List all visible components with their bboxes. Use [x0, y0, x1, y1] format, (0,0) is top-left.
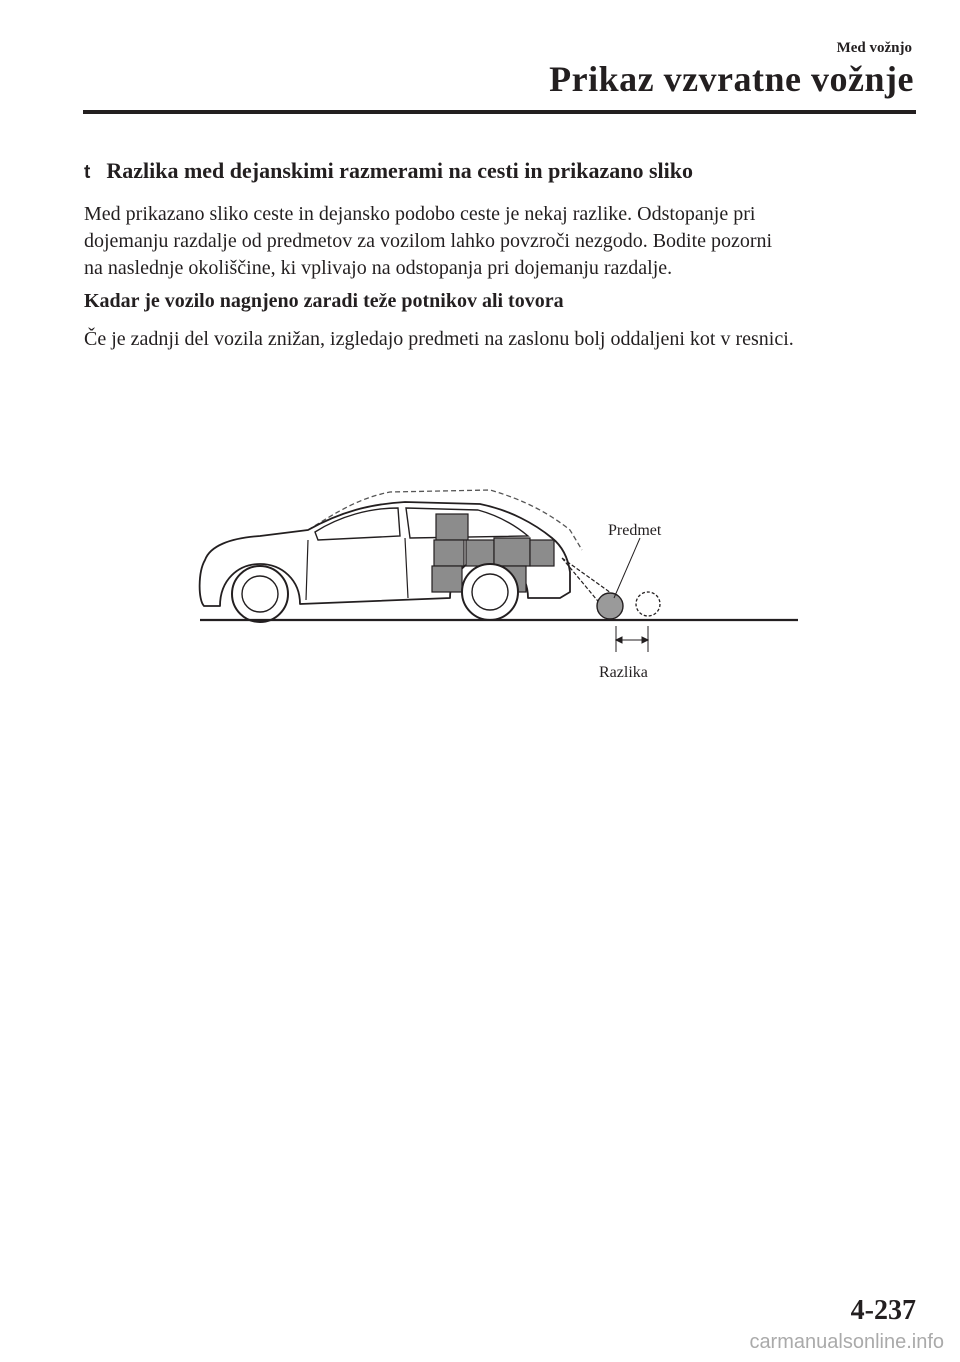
paragraph-line: na naslednje okoliščine, ki vplivajo na odstopanja pri dojemanju razdalje. [84, 257, 673, 279]
difference-label: Razlika [599, 664, 648, 681]
car-tilt-illustration [190, 480, 810, 700]
perceived-object [636, 592, 660, 616]
difference-dimension [616, 626, 648, 652]
watermark: carmanualsonline.info [749, 1331, 944, 1353]
header-rule [83, 110, 916, 114]
condition-paragraph: Če je zadnji del vozila znižan, izgledajo predmeti na zaslonu bolj oddaljeni kot v resnici. [84, 328, 794, 350]
chapter-label: Med vožnjo [836, 40, 912, 56]
paragraph-line: Med prikazano sliko ceste in dejansko podobo ceste je nekaj razlike. Odstopanje pri [84, 203, 756, 225]
condition-heading: Kadar je vozilo nagnjeno zaradi teže potnikov ali tovora [84, 290, 564, 312]
rear-wheel [462, 564, 518, 620]
front-wheel [232, 566, 288, 622]
sub-heading-text: Razlika med dejanskimi razmerami na cesti in prikazano sliko [106, 158, 693, 183]
section-title: Prikaz vzvratne vožnje [549, 59, 914, 99]
sub-heading [84, 158, 693, 184]
intro-paragraph [84, 201, 920, 282]
bullet-marker: t [84, 162, 91, 183]
actual-object [597, 593, 623, 619]
paragraph-line: dojemanju razdalje od predmetov za vozilom lahko povzroči nezgodo. Bodite pozorni [84, 230, 773, 252]
object-leader-line [614, 538, 640, 598]
page-number: 4-237 [850, 1295, 916, 1326]
object-label: Predmet [608, 522, 662, 539]
front-window [315, 508, 400, 540]
